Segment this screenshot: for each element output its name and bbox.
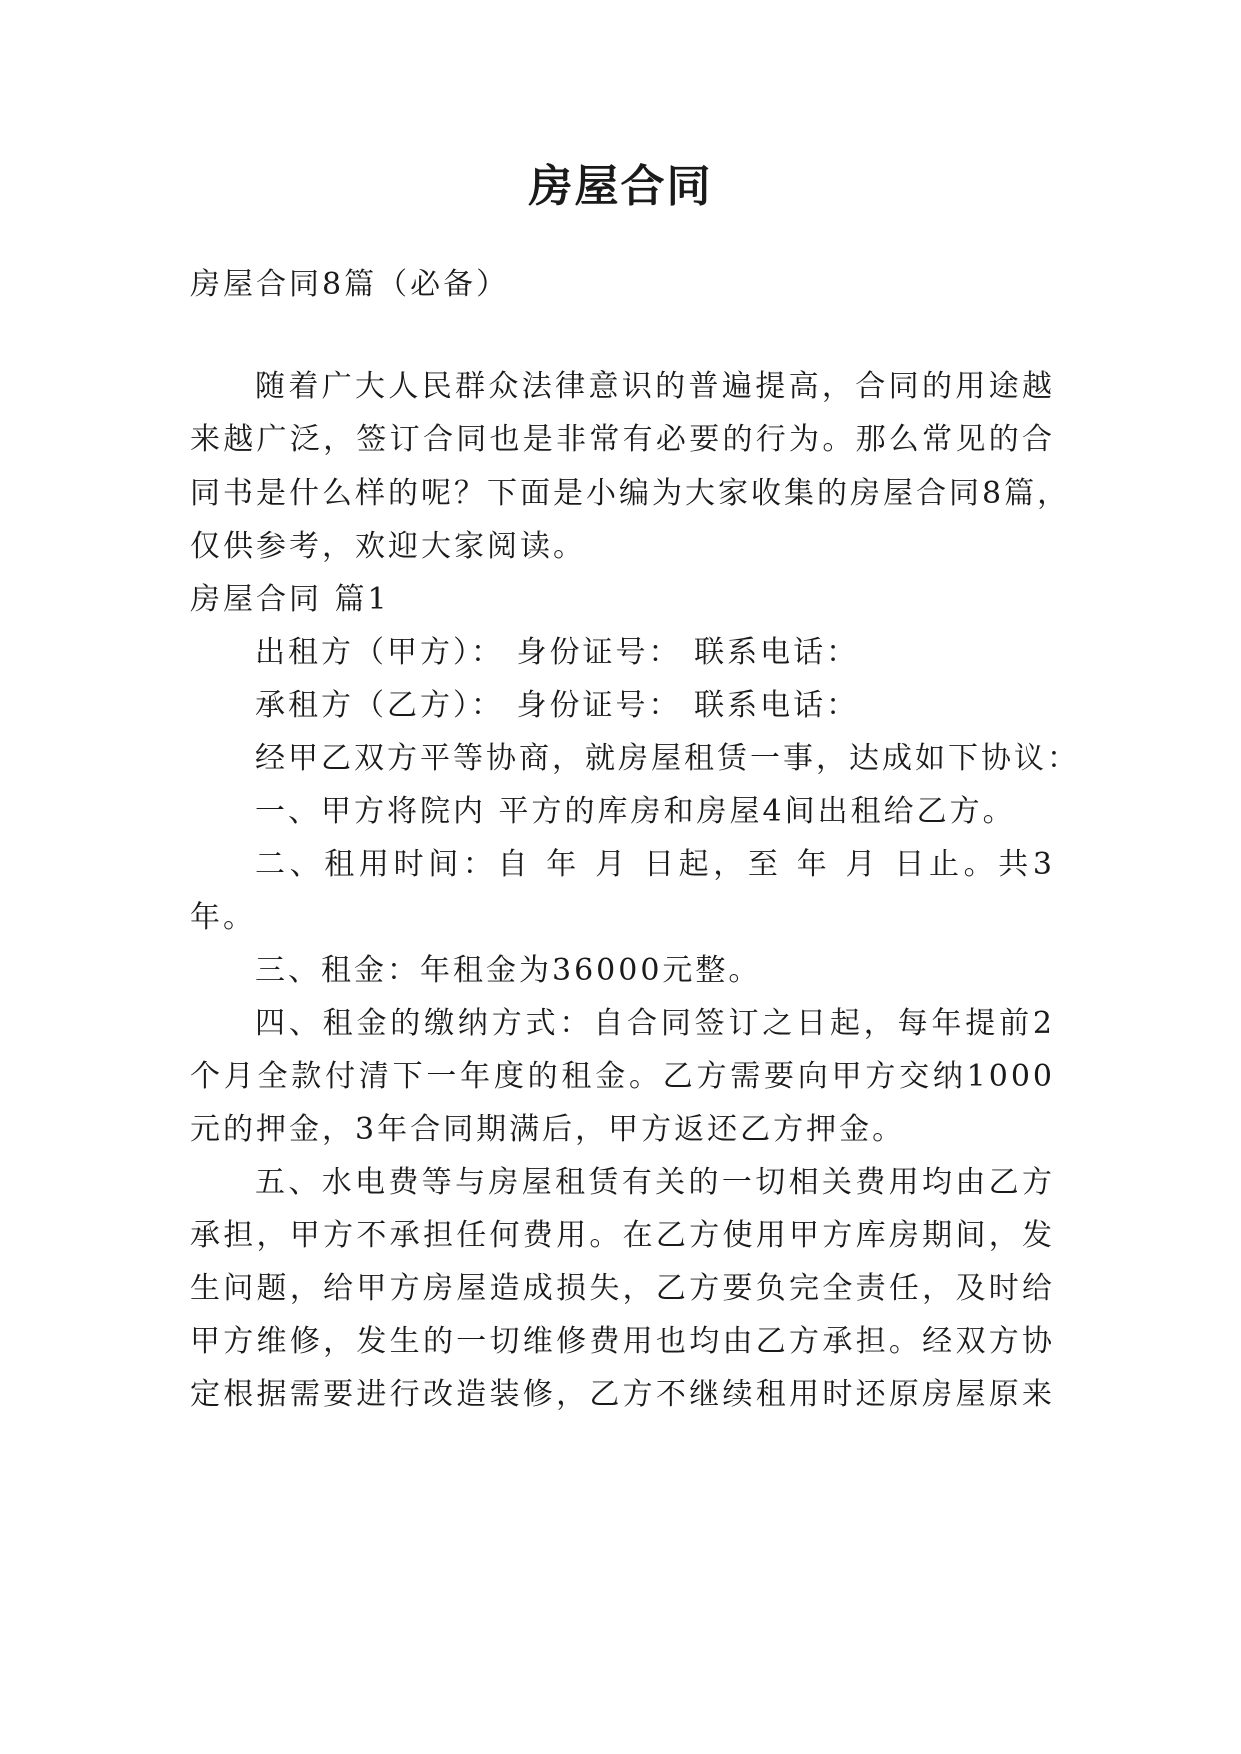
section-heading: 房屋合同 篇1 (190, 582, 390, 617)
clause-2-line: 二、租用时间：自 年 月 日起，至 年 月 日止。共3 (255, 847, 1055, 882)
party-b-line: 承租方（乙方）： 身份证号： 联系电话： (255, 688, 860, 723)
document-subtitle: 房屋合同8篇（必备） (190, 267, 510, 302)
clause-5-line: 生问题，给甲方房屋造成损失，乙方要负完全责任，及时给 (190, 1271, 1055, 1306)
clause-5-line: 五、水电费等与房屋租赁有关的一切相关费用均由乙方 (255, 1165, 1055, 1200)
clause-4-line: 个月全款付清下一年度的租金。乙方需要向甲方交纳1000 (190, 1059, 1055, 1094)
intro-line: 来越广泛，签订合同也是非常有必要的行为。那么常见的合 (190, 422, 1055, 457)
clause-5-line: 承担，甲方不承担任何费用。在乙方使用甲方库房期间，发 (190, 1218, 1055, 1253)
agreement-intro: 经甲乙双方平等协商，就房屋租赁一事，达成如下协议： (255, 741, 1080, 776)
clause-1: 一、甲方将院内 平方的库房和房屋4间出租给乙方。 (255, 794, 1016, 829)
party-a-line: 出租方（甲方）： 身份证号： 联系电话： (255, 635, 860, 670)
clause-4-line: 四、租金的缴纳方式：自合同签订之日起，每年提前2 (255, 1006, 1055, 1041)
document-title: 房屋合同 (528, 161, 713, 212)
clause-5-line: 定根据需要进行改造装修，乙方不继续租用时还原房屋原来 (190, 1377, 1055, 1412)
intro-line: 随着广大人民群众法律意识的普遍提高，合同的用途越 (255, 369, 1055, 404)
clause-2-line: 年。 (190, 900, 256, 935)
clause-3: 三、租金：年租金为36000元整。 (255, 953, 762, 988)
clause-5-line: 甲方维修，发生的一切维修费用也均由乙方承担。经双方协 (190, 1324, 1055, 1359)
clause-4-line: 元的押金，3年合同期满后，甲方返还乙方押金。 (190, 1112, 906, 1147)
intro-line: 同书是什么样的呢？下面是小编为大家收集的房屋合同8篇， (190, 476, 1071, 511)
intro-line: 仅供参考，欢迎大家阅读。 (190, 529, 586, 564)
